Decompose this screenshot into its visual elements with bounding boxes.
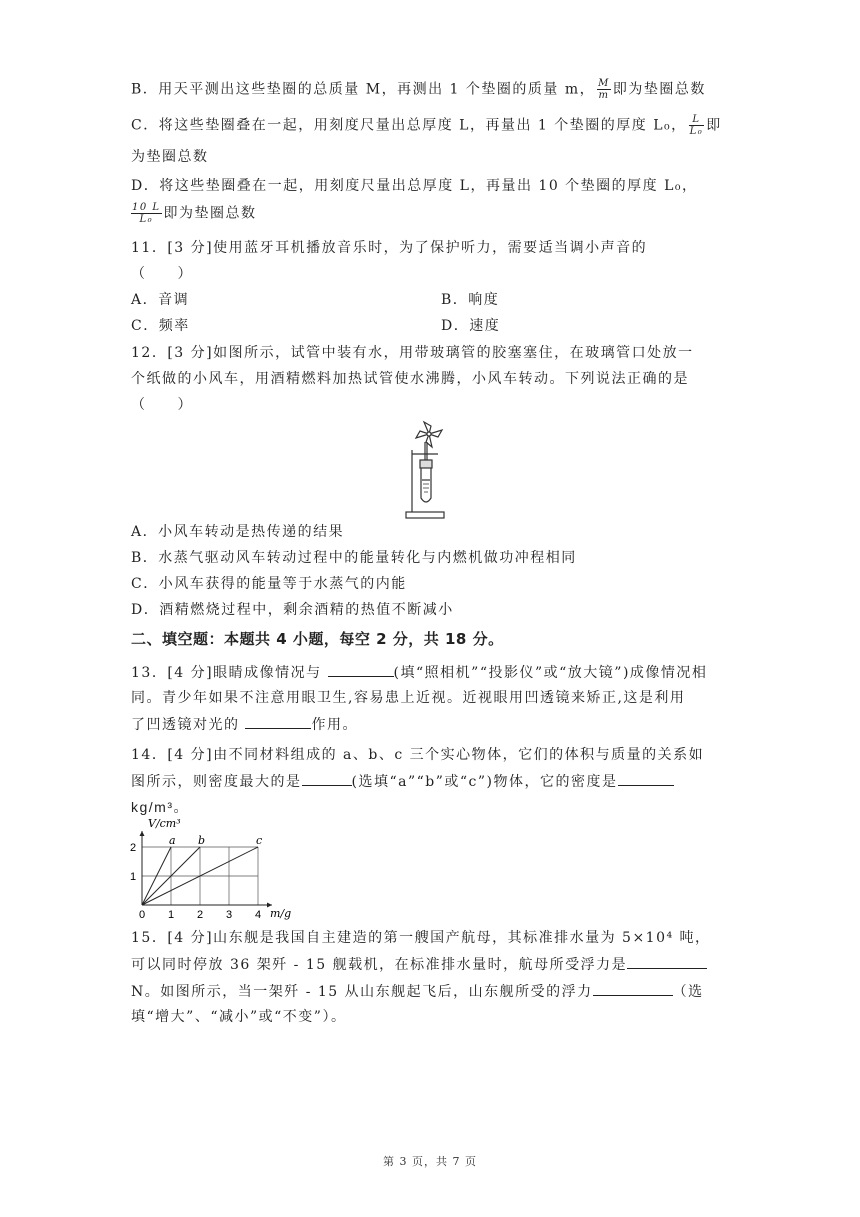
q10-option-c-text: C．将这些垫圈叠在一起，用刻度尺量出总厚度 L，再量出 1 个垫圈的厚度 L₀， bbox=[131, 117, 687, 134]
q13-text-tail: 作用。 bbox=[311, 717, 358, 733]
fraction-denominator: m bbox=[598, 90, 610, 101]
q11-options-row1 bbox=[131, 290, 189, 310]
answer-blank[interactable] bbox=[245, 714, 311, 729]
q12-option-b: B．水蒸气驱动风车转动过程中的能量转化与内燃机做功冲程相同 bbox=[131, 550, 577, 566]
series-label-c: c bbox=[256, 834, 263, 847]
q15-text: N。如图所示，当一架歼 - 15 从山东舰起飞后，山东舰所受的浮力 bbox=[131, 984, 593, 1000]
pinwheel-test-tube-figure bbox=[398, 420, 460, 520]
fraction-numerator: L bbox=[689, 114, 705, 126]
q12-stem-line2: 个纸做的小风车，用酒精燃料加热试管使水沸腾，小风车转动。下列说法正确的是 bbox=[131, 371, 689, 387]
q13-line1 bbox=[131, 662, 707, 683]
fraction-10l-over-l0 bbox=[131, 202, 162, 225]
q13-line2: 同。青少年如果不注意用眼卫生,容易患上近视。近视眼用凹透镜来矫正,这是利用 bbox=[131, 690, 686, 706]
q15-line4: 填“增大”、“减小”或“不变”）。 bbox=[131, 1009, 347, 1025]
q15-line3 bbox=[131, 981, 704, 1002]
fraction-l-over-l0 bbox=[689, 114, 705, 137]
fraction-denominator: L₀ bbox=[139, 214, 154, 225]
x-axis-label: m/g bbox=[270, 907, 292, 920]
q14-text-mid: (选填“a”“b”或“c”)物体，它的密度是 bbox=[351, 774, 618, 790]
x-tick-label: 0 bbox=[139, 909, 146, 920]
x-tick-label: 1 bbox=[168, 909, 175, 920]
fraction-m-over-m bbox=[597, 78, 611, 101]
q11-option-b: B．响度 bbox=[441, 292, 500, 308]
q10-option-b bbox=[131, 78, 706, 101]
q14-line2 bbox=[131, 771, 674, 792]
series-label-b: b bbox=[198, 834, 206, 847]
q15-text: 可以同时停放 36 架歼 - 15 舰载机，在标准排水量时，航母所受浮力是 bbox=[131, 957, 628, 973]
y-tick-label: 2 bbox=[130, 842, 137, 854]
q13-line3 bbox=[131, 714, 358, 735]
y-axis-label: V/cm³ bbox=[148, 817, 181, 830]
page-number-footer: 第 3 页，共 7 页 bbox=[383, 1155, 477, 1168]
q14-line1: 14．[4 分]由不同材料组成的 a、b、c 三个实心物体，它们的体积与质量的关系如 bbox=[131, 747, 705, 763]
q14-line3-unit: kg/m³。 bbox=[131, 799, 189, 815]
q13-text: 了凹透镜对光的 bbox=[131, 717, 246, 733]
q13-text: 13．[4 分]眼睛成像情况与 bbox=[131, 665, 328, 681]
q11-answer-paren: （ ） bbox=[131, 266, 193, 282]
q11-option-c: C．频率 bbox=[131, 318, 190, 334]
q12-option-c: C．小风车获得的能量等于水蒸气的内能 bbox=[131, 576, 407, 592]
q10-option-d-text: D．将这些垫圈叠在一起，用刻度尺量出总厚度 L，再量出 10 个垫圈的厚度 L₀， bbox=[131, 178, 698, 194]
q12-stem-line1: 12．[3 分]如图所示，试管中装有水，用带玻璃管的胶塞塞住，在玻璃管口处放一 bbox=[131, 345, 694, 361]
answer-blank[interactable] bbox=[618, 771, 674, 786]
q11-stem: 11．[3 分]使用蓝牙耳机播放音乐时，为了保护听力，需要适当调小声音的 bbox=[131, 240, 648, 256]
q12-answer-paren: （ ） bbox=[131, 397, 193, 413]
fraction-denominator: L₀ bbox=[689, 126, 704, 137]
x-tick-label: 2 bbox=[197, 909, 204, 920]
q10-option-b-tail: 即为垫圈总数 bbox=[612, 81, 706, 98]
q15-text-tail: （选 bbox=[672, 984, 704, 1000]
volume-mass-chart bbox=[120, 815, 310, 920]
q15-line2 bbox=[131, 954, 707, 975]
q11-option-d: D．速度 bbox=[441, 318, 501, 334]
q11-option-a: A．音调 bbox=[131, 292, 190, 308]
q10-option-c bbox=[131, 114, 722, 137]
q10-option-c-continued: 为垫圈总数 bbox=[131, 149, 209, 165]
y-axis-arrow bbox=[140, 831, 145, 836]
q14-text: 图所示，则密度最大的是 bbox=[131, 774, 302, 790]
fraction-numerator: 10 L bbox=[132, 202, 161, 213]
series-label-a: a bbox=[169, 834, 176, 847]
answer-blank[interactable] bbox=[627, 954, 707, 969]
answer-blank[interactable] bbox=[302, 771, 352, 786]
x-tick-label: 4 bbox=[255, 909, 262, 920]
q10-option-d-continued bbox=[131, 202, 257, 225]
fraction-numerator: M bbox=[598, 78, 610, 89]
q10-option-b-text: B．用天平测出这些垫圈的总质量 M，再测出 1 个垫圈的质量 m， bbox=[131, 81, 596, 98]
q12-option-d: D．酒精燃烧过程中，剩余酒精的热值不断减小 bbox=[131, 602, 454, 618]
answer-blank[interactable] bbox=[593, 981, 673, 996]
q15-line1: 15．[4 分]山东舰是我国自主建造的第一艘国产航母，其标准排水量为 5×10⁴ 吨， bbox=[131, 930, 711, 946]
q13-text-tail: (填“照相机”“投影仪”或“放大镜”)成像情况相 bbox=[393, 665, 708, 681]
q10-option-d-tail: 即为垫圈总数 bbox=[163, 205, 257, 222]
y-tick-label: 1 bbox=[130, 871, 137, 883]
section-heading-fill-in: 二、填空题：本题共 4 小题，每空 2 分，共 18 分。 bbox=[131, 630, 504, 648]
x-tick-label: 3 bbox=[226, 909, 233, 920]
q10-option-c-tail: 即 bbox=[706, 117, 722, 134]
answer-blank[interactable] bbox=[328, 662, 394, 677]
q12-option-a: A．小风车转动是热传递的结果 bbox=[131, 524, 345, 540]
